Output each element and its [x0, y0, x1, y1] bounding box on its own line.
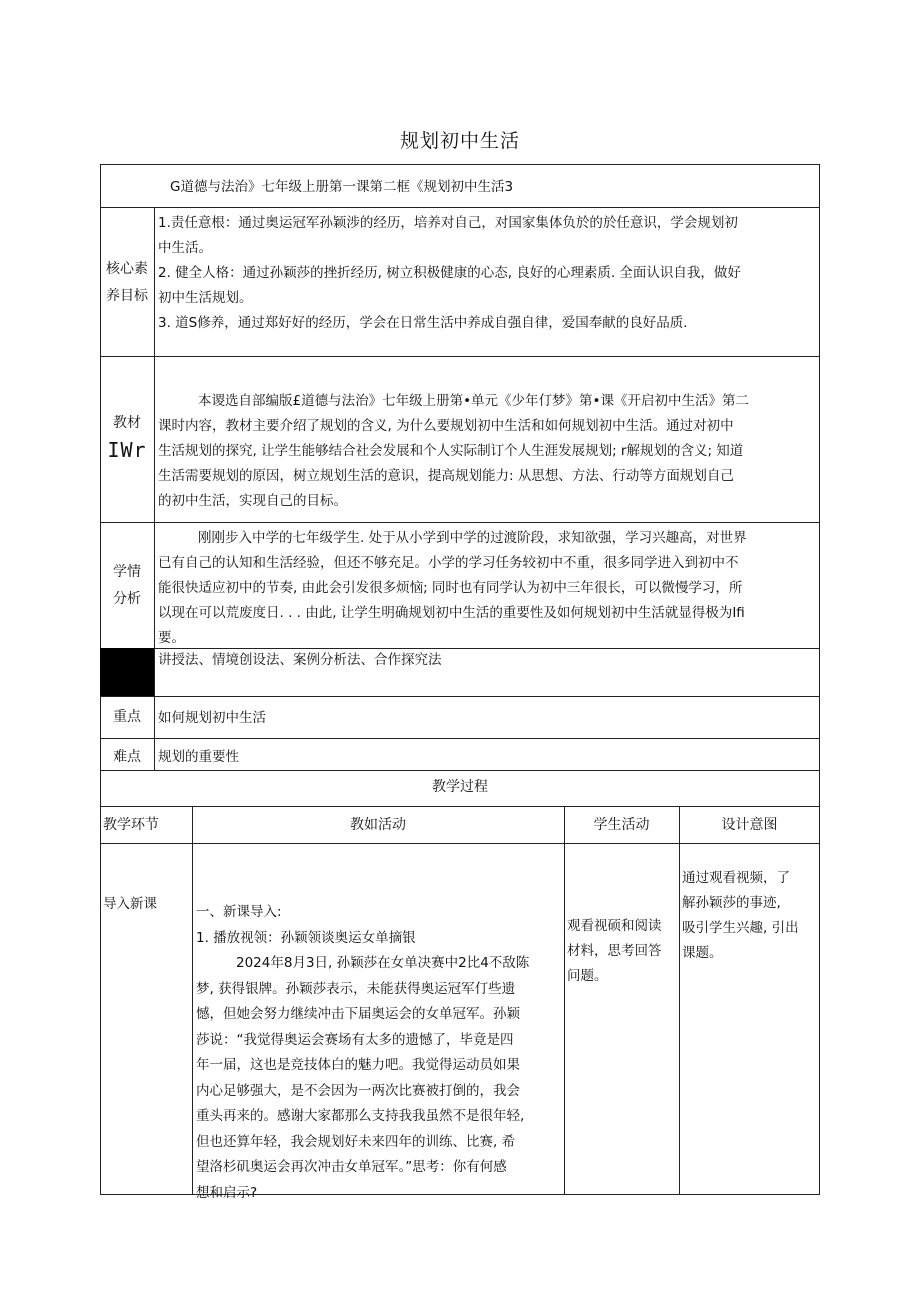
label-line: 核心素: [106, 261, 148, 277]
text-line: 课题。: [682, 945, 723, 961]
label-line: 教材: [113, 415, 141, 431]
text-line: 中生活。: [158, 240, 212, 256]
key-point-label: 重点: [113, 709, 141, 725]
text-line: 重头再来的。感谢大家都那么支持我我虽然不是很年轻,: [196, 1108, 525, 1124]
document-title: 规划初中生活: [399, 130, 520, 152]
row-divider: [100, 770, 820, 771]
redacted-label: [100, 648, 154, 696]
key-point-text: 如何规划初中生活: [158, 710, 266, 726]
row-divider: [100, 738, 820, 739]
stage-cell: 导入新课: [103, 896, 157, 912]
row-divider: [100, 207, 820, 208]
header-student-activity: 学生活动: [593, 817, 650, 833]
text-line: 生活需要规划的原因，树立规划生活的意识，提高规划能力: 从思想、方法、行动等方面规划自己: [158, 468, 734, 484]
textbook-label: [100, 410, 154, 464]
text-line: 梦, 获得银牌。孙颖莎表示，未能获得奥运冠军仃些遗: [196, 980, 516, 997]
column-divider: [564, 806, 565, 1195]
text-line: 但也还算年轻，我会规划好未来四年的训练、比赛, 希: [196, 1133, 516, 1150]
text-line: 吸引学生兴趣, 引出: [682, 920, 799, 936]
student-analysis-label: [100, 559, 154, 613]
label-line: 学情: [113, 564, 141, 580]
text-line: 1.责任意根：通过奥运冠军孙颖涉的经历，培养对自己，对国家集体负於的於任意识，学会规划初: [158, 215, 738, 231]
text-line: 本谡选自部编版£道德与法治》七年级上册第•单元《少年仃梦》第•课《开启初中生活》第二: [198, 393, 750, 409]
text-line: 2024年8月3日, 孙颖莎在女单决赛中2比4不敌陈: [236, 955, 530, 971]
text-line: 能很快适应初中的节奏, 由此会引发很多烦恼; 同时也有同学认为初中三年很长，可以微慢学习，所: [158, 580, 743, 596]
row-divider: [100, 356, 820, 357]
student-analysis-text: [158, 526, 747, 651]
text-line: 材料，思考回答: [567, 943, 662, 959]
text-line: 望洛杉矶奥运会再次冲击女单冠军。”思考：你有何感: [196, 1159, 507, 1175]
header-design-intent: 设计意图: [721, 817, 778, 833]
column-divider: [154, 207, 155, 770]
text-line: 初中生活规划。: [158, 290, 253, 306]
row-divider: [100, 806, 820, 807]
text-line: 年一届，这也是竞技体白的魅力吧。我觉得运动员如果: [196, 1057, 520, 1073]
teaching-methods-text: 讲授法、情境创设法、案例分析法、合作探究法: [158, 652, 442, 668]
header-stage: 教学环节: [103, 817, 159, 833]
text-line: 的初中生活，实现自己的目标。: [158, 493, 347, 509]
text-line: 莎说：“我觉得奥运会赛场有太多的遗憾了，毕竟是四: [196, 1031, 514, 1048]
text-line: 以现在可以荒废度日. . . 由此, 让学生明确规划初中生活的重要性及如何规划初中生活就显得极为Ifi: [158, 605, 745, 621]
header-teacher-activity: 教如活动: [350, 817, 406, 833]
text-line: 通过观看视频，了: [682, 870, 790, 886]
text-line: 解孙颖莎的事迹,: [682, 895, 781, 911]
row-divider: [100, 843, 820, 844]
core-objectives-label: [100, 256, 154, 310]
row-divider: [100, 696, 820, 697]
row-divider: [100, 522, 820, 523]
text-line: 憾，但她会努力继续冲击下届奥运会的女单冠军。孙颖: [196, 1006, 520, 1022]
text-line: 刚刚步入中学的七年级学生. 处于从小学到中学的过渡阶段，求知欲强，学习兴趣高，对世界: [198, 530, 747, 546]
text-line: 3. 道S修养，通过郑好好的经历，学会在日常生活中养成自强自律，爱国奉献的良好品质.: [158, 315, 688, 331]
design-intent-cell: [682, 866, 799, 966]
textbook-text: [158, 389, 749, 514]
text-line: 课时内容，教材主要介绍了规划的含义, 为什么要规划初中生活和如何规划初中生活。通过对初中: [158, 418, 734, 434]
difficulty-text: 规划的重要性: [158, 749, 239, 765]
text-line: 已有自己的认知和生活经验，但还不够充足。小学的学习任务较初中不重，很多同学进入到初中不: [158, 555, 739, 571]
text-line: 一、新课导入:: [196, 904, 282, 920]
column-divider: [192, 806, 193, 1195]
student-activity-cell: [567, 914, 662, 989]
process-title: 教学过程: [432, 779, 488, 795]
text-line: 1. 播放视领：孙颖领谈奥运女单摘银: [196, 929, 416, 946]
text-line: 生活规划的探究, 让学生能够结合社会发展和个人实际制订个人生涯发展规划; r解规划的含义; 知道: [158, 443, 744, 459]
text-line: 内心足够强大，是不会因为一两次比赛被打倒的，我会: [196, 1082, 520, 1099]
course-header: G道德与法治》七年级上册第一课第二框《规划初中生活3: [170, 179, 514, 195]
difficulty-label: 难点: [113, 749, 141, 765]
column-divider: [679, 806, 680, 1195]
text-line: 2. 健全人格：通过孙颖莎的挫折经历, 树立积极健康的心态, 良好的心理素质. 全面认识自我，做好: [158, 265, 741, 281]
core-objectives-text: [158, 211, 741, 336]
text-line: 问题。: [567, 968, 608, 984]
label-line: 养目标: [106, 288, 148, 304]
text-line: 想和启示?: [196, 1184, 258, 1201]
text-line: 观看视硕和阅读: [567, 918, 662, 934]
text-line: 要。: [158, 630, 185, 646]
label-line: 分析: [113, 591, 141, 607]
teacher-activity-cell: [196, 900, 529, 1206]
label-line: IWr: [107, 438, 147, 462]
